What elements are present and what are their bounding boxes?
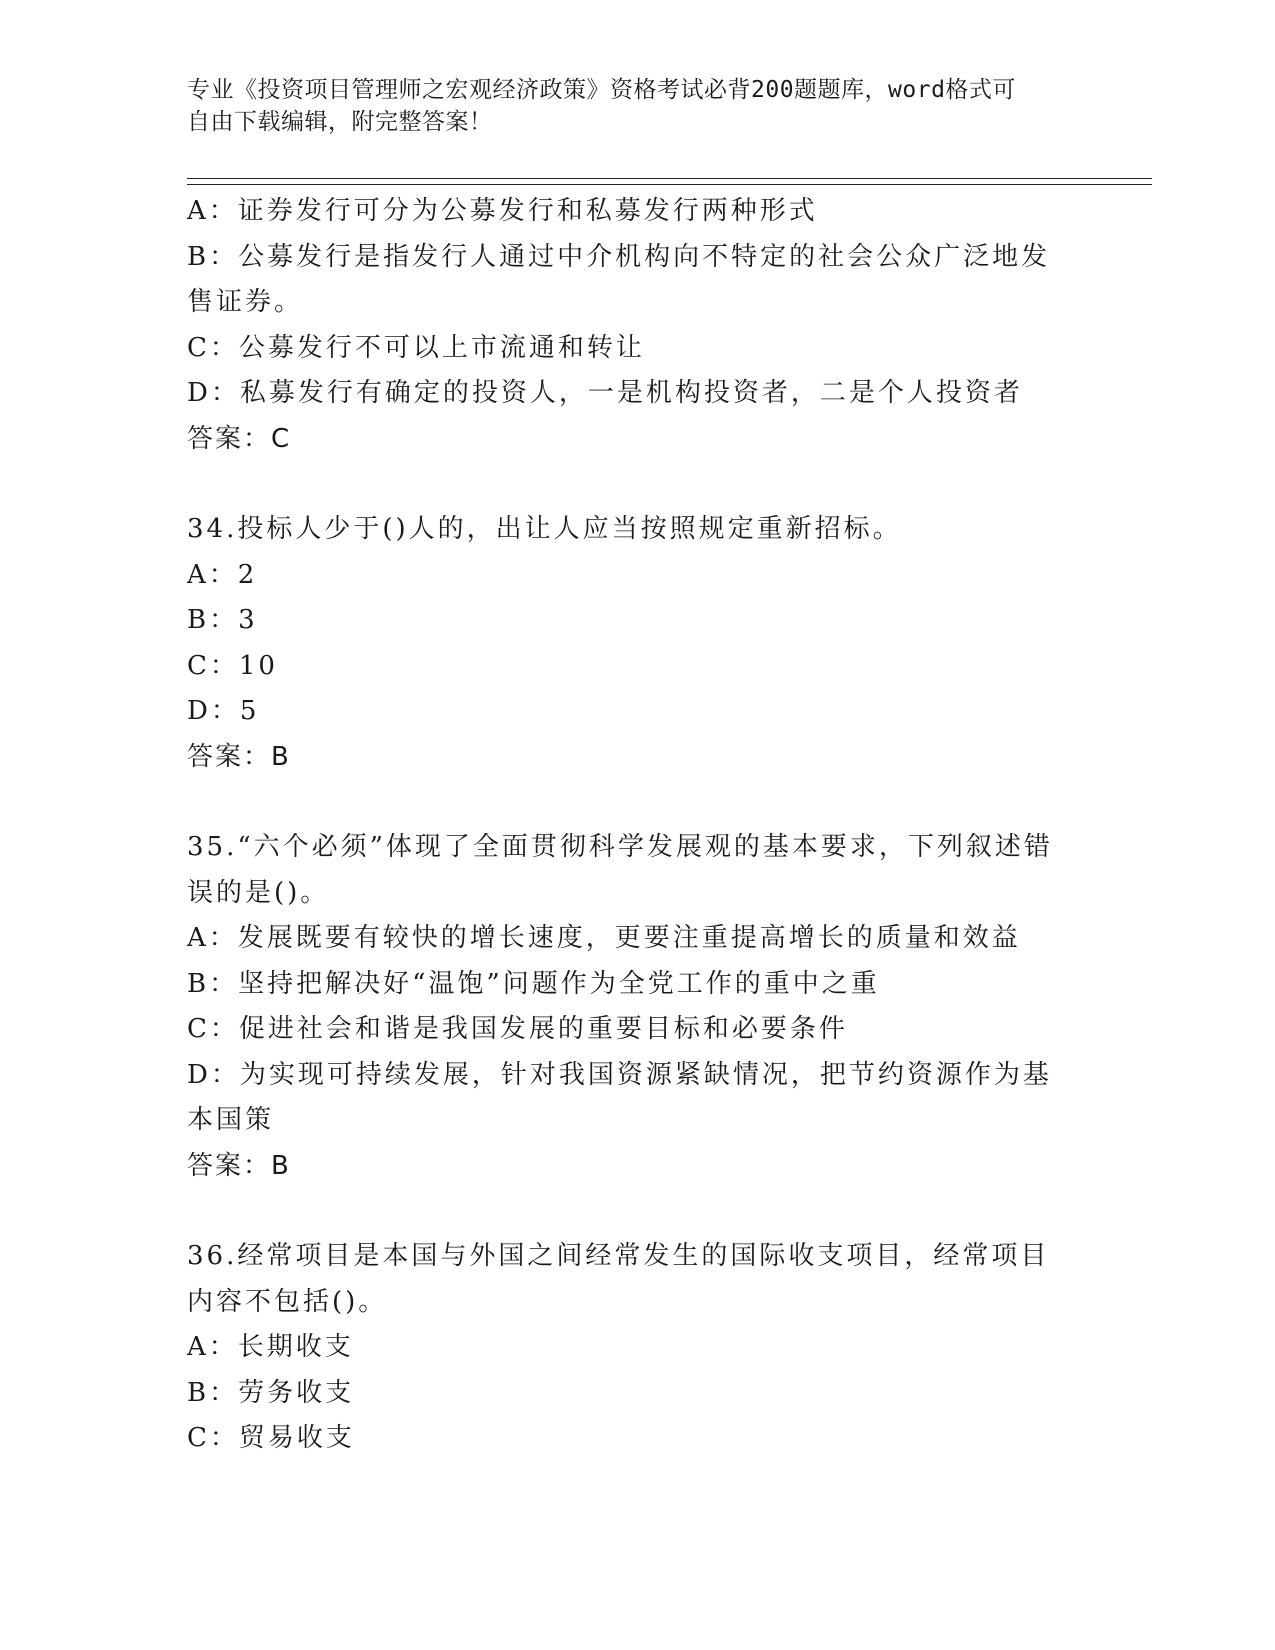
- option-c: C：10: [187, 650, 278, 681]
- option-b: B：坚持把解决好“温饱”问题作为全党工作的重中之重: [187, 968, 880, 999]
- option-b: B：公募发行是指发行人通过中介机构向不特定的社会公众广泛地发售证券。: [187, 241, 1051, 317]
- question-block-36: [187, 1234, 1067, 1462]
- header-divider-bottom: [187, 184, 1152, 185]
- option-d: D：5: [187, 696, 260, 726]
- option-d: D：私募发行有确定的投资人，一是机构投资者，二是个人投资者: [187, 378, 1023, 408]
- question-block-35: [187, 825, 1067, 1189]
- option-a: A：长期收支: [187, 1332, 354, 1362]
- header-line-2: 自由下载编辑，附完整答案！: [187, 109, 493, 135]
- question-content: [187, 189, 1067, 1462]
- option-c: C：公募发行不可以上市流通和转让: [187, 332, 645, 363]
- option-c: C：促进社会和谐是我国发展的重要目标和必要条件: [187, 1014, 848, 1044]
- question-block-carryover: [187, 189, 1067, 462]
- header-divider-top: [187, 178, 1152, 179]
- document-header: [187, 74, 1067, 138]
- question-stem: 36.经常项目是本国与外国之间经常发生的国际收支项目，经常项目内容不包括()。: [187, 1241, 1050, 1317]
- option-a: A：发展既要有较快的增长速度，更要注重提高增长的质量和效益: [187, 923, 1021, 953]
- option-a: A：2: [187, 559, 258, 590]
- question-block-34: [187, 507, 1067, 780]
- option-a: A：证券发行可分为公募发行和私募发行两种形式: [187, 196, 818, 226]
- question-stem: 35.“六个必须”体现了全面贯彻科学发展观的基本要求，下列叙述错误的是()。: [187, 832, 1053, 908]
- option-b: B：3: [187, 605, 258, 635]
- answer-text: 答案：B: [187, 1150, 291, 1181]
- question-stem: 34.投标人少于()人的，出让人应当按照规定重新招标。: [187, 514, 902, 544]
- header-line-1: 专业《投资项目管理师之宏观经济政策》资格考试必背200题题库，word格式可: [187, 77, 1016, 103]
- answer-text: 答案：C: [187, 423, 292, 454]
- answer-text: 答案：B: [187, 741, 291, 772]
- option-b: B：劳务收支: [187, 1377, 355, 1408]
- option-d: D：为实现可持续发展，针对我国资源紧缺情况，把节约资源作为基本国策: [187, 1059, 1052, 1135]
- option-c: C：贸易收支: [187, 1423, 355, 1453]
